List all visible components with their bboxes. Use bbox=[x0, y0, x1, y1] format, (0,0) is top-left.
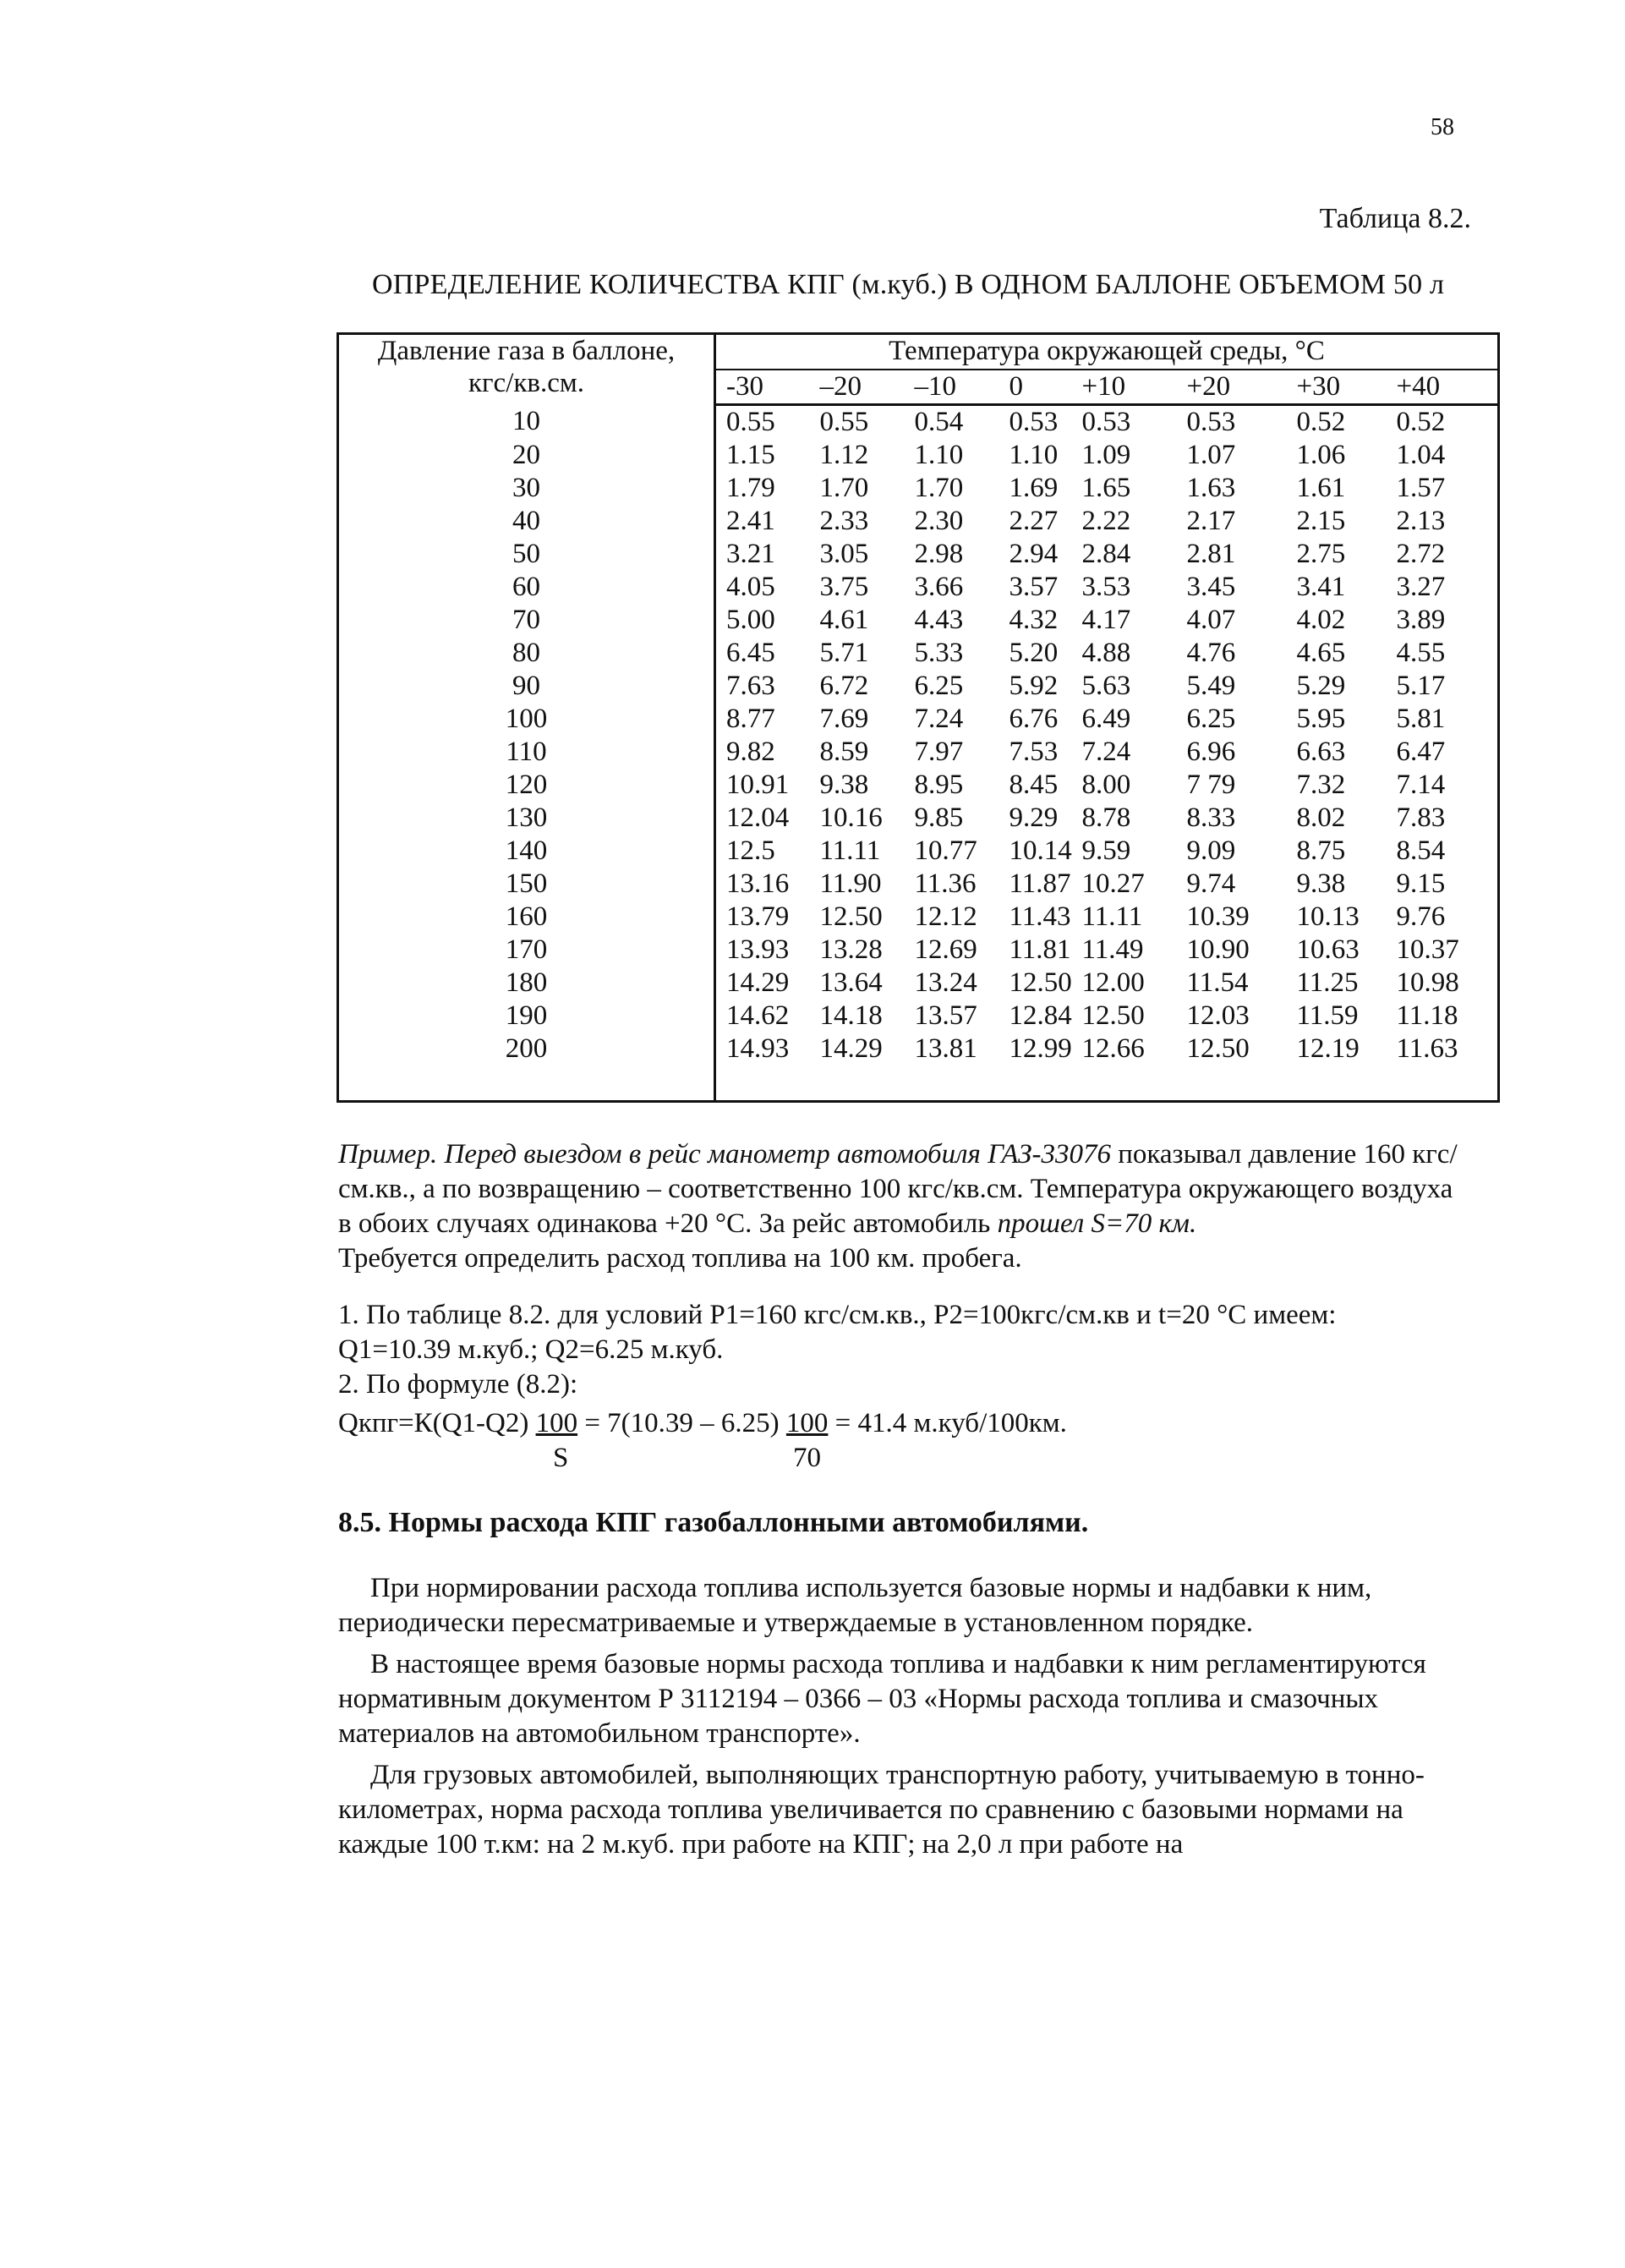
volume-cell: 6.72 bbox=[819, 671, 869, 701]
volume-cell: 3.89 bbox=[1396, 605, 1446, 635]
volume-cell: 1.12 bbox=[819, 440, 869, 470]
volume-cell: 13.24 bbox=[914, 967, 977, 998]
volume-cell: 4.02 bbox=[1296, 605, 1346, 635]
volume-cell: 12.19 bbox=[1296, 1033, 1360, 1064]
section-heading: 8.5. Нормы расхода КПГ газобаллонными автомобилями. bbox=[338, 1507, 1089, 1538]
volume-cell: 12.50 bbox=[1009, 967, 1072, 998]
volume-cell: 14.62 bbox=[726, 1000, 790, 1031]
volume-cell: 13.64 bbox=[819, 967, 883, 998]
volume-cell: 5.71 bbox=[819, 638, 869, 668]
pressure-cell: 130 bbox=[338, 802, 715, 835]
volume-cell: 2.94 bbox=[1009, 539, 1059, 569]
volume-cell: 9.85 bbox=[914, 803, 964, 833]
volume-cell: 12.00 bbox=[1081, 967, 1145, 998]
volume-cell: 14.29 bbox=[726, 967, 790, 998]
volume-cell: 12.12 bbox=[914, 901, 977, 932]
volume-cell: 7.24 bbox=[914, 704, 964, 734]
volume-cell: 12.5 bbox=[726, 835, 775, 866]
volume-cell: 7.53 bbox=[1009, 737, 1059, 767]
volume-cell: 7.97 bbox=[914, 737, 964, 767]
volume-cell: 2.72 bbox=[1396, 539, 1446, 569]
table-row bbox=[338, 405, 1499, 440]
volume-cell: 5.17 bbox=[1396, 671, 1446, 701]
pressure-cell: 150 bbox=[338, 868, 715, 901]
formula-numerator-1: 100 bbox=[535, 1408, 578, 1438]
table-row bbox=[338, 571, 1499, 604]
volume-cell: 11.25 bbox=[1296, 967, 1359, 998]
volume-cell: 5.81 bbox=[1396, 704, 1446, 734]
volume-cell: 10.39 bbox=[1186, 901, 1250, 932]
volume-cell: 5.49 bbox=[1186, 671, 1236, 701]
pressure-cell: 110 bbox=[338, 736, 715, 769]
pressure-cell: 170 bbox=[338, 934, 715, 967]
volume-cell: 12.03 bbox=[1186, 1000, 1250, 1031]
table-row bbox=[338, 604, 1499, 637]
pressure-cell: 40 bbox=[338, 505, 715, 538]
volume-cell: 1.10 bbox=[914, 440, 964, 470]
volume-cell: 6.63 bbox=[1296, 737, 1346, 767]
pressure-cell: 60 bbox=[338, 571, 715, 604]
volume-cell: 1.70 bbox=[819, 473, 869, 503]
volume-cell: 12.50 bbox=[819, 901, 883, 932]
volume-cell: 1.69 bbox=[1009, 473, 1059, 503]
volume-cell: 6.49 bbox=[1081, 704, 1131, 734]
volume-cell: 3.41 bbox=[1296, 572, 1346, 602]
volume-cell: 4.32 bbox=[1009, 605, 1059, 635]
pressure-header bbox=[338, 334, 715, 405]
volume-cell: 4.55 bbox=[1396, 638, 1446, 668]
volume-cell: 8.95 bbox=[914, 770, 964, 800]
volume-cell: 2.17 bbox=[1186, 506, 1236, 536]
pressure-cell: 180 bbox=[338, 967, 715, 1000]
formula-line bbox=[338, 1406, 1067, 1441]
volume-cell: 1.63 bbox=[1186, 473, 1236, 503]
volume-cell: 0.52 bbox=[1296, 407, 1346, 437]
volume-cell: 13.57 bbox=[914, 1000, 977, 1031]
volume-cell: 11.11 bbox=[819, 835, 881, 866]
section-body bbox=[338, 1571, 1471, 1869]
volume-cell: 1.65 bbox=[1081, 473, 1131, 503]
table-row bbox=[338, 538, 1499, 571]
volume-cell: 8.78 bbox=[1081, 803, 1131, 833]
volume-cell: 6.76 bbox=[1009, 704, 1059, 734]
volume-cell: 4.05 bbox=[726, 572, 775, 602]
solution-steps bbox=[338, 1298, 1488, 1402]
volume-cell: 2.81 bbox=[1186, 539, 1236, 569]
volume-cell: 1.09 bbox=[1081, 440, 1131, 470]
table-row bbox=[338, 505, 1499, 538]
volume-cell: 3.27 bbox=[1396, 572, 1446, 602]
volume-cell: 9.59 bbox=[1081, 835, 1131, 866]
table-row bbox=[338, 472, 1499, 505]
volume-cell: 10.13 bbox=[1296, 901, 1360, 932]
volume-cell: 1.70 bbox=[914, 473, 964, 503]
volume-cell: 5.95 bbox=[1296, 704, 1346, 734]
volume-cell: 14.18 bbox=[819, 1000, 883, 1031]
volume-cell: 13.28 bbox=[819, 934, 883, 965]
pressure-cell: 20 bbox=[338, 439, 715, 472]
volume-cell: 13.79 bbox=[726, 901, 790, 932]
temperature-column-header: –10 bbox=[905, 370, 999, 405]
volume-cell: 2.30 bbox=[914, 506, 964, 536]
volume-cell: 1.57 bbox=[1396, 473, 1446, 503]
temperature-column-header: +20 bbox=[1177, 370, 1287, 405]
volume-cell: 3.05 bbox=[819, 539, 869, 569]
volume-cell: 8.59 bbox=[819, 737, 869, 767]
volume-cell: 1.10 bbox=[1009, 440, 1059, 470]
cng-quantity-table bbox=[336, 332, 1500, 1103]
temperature-column-header: -30 bbox=[715, 370, 810, 405]
volume-cell: 0.52 bbox=[1396, 407, 1446, 437]
volume-cell: 3.75 bbox=[819, 572, 869, 602]
pressure-cell: 190 bbox=[338, 1000, 715, 1033]
pressure-cell: 90 bbox=[338, 670, 715, 703]
volume-cell: 10.16 bbox=[819, 803, 883, 833]
step-1-values bbox=[338, 1333, 1488, 1367]
table-row bbox=[338, 802, 1499, 835]
volume-cell: 3.53 bbox=[1081, 572, 1131, 602]
formula-middle: = 7(10.39 – 6.25) bbox=[584, 1408, 780, 1438]
example-label: Пример. bbox=[338, 1139, 438, 1170]
table-row bbox=[338, 967, 1499, 1000]
volume-cell: 9.29 bbox=[1009, 803, 1059, 833]
pressure-cell: 200 bbox=[338, 1033, 715, 1066]
volume-cell: 2.33 bbox=[819, 506, 869, 536]
example-line1-italic: Перед выездом в рейс манометр автомобиля ГАЗ-33076 bbox=[444, 1139, 1111, 1170]
page-number: 58 bbox=[1431, 114, 1454, 140]
table-row bbox=[338, 835, 1499, 868]
volume-cell: 12.50 bbox=[1186, 1033, 1250, 1064]
volume-cell: 10.14 bbox=[1009, 835, 1072, 866]
volume-cell: 6.45 bbox=[726, 638, 775, 668]
table-row bbox=[338, 901, 1499, 934]
volume-cell: 9.74 bbox=[1186, 868, 1236, 899]
volume-cell: 4.65 bbox=[1296, 638, 1346, 668]
example-paragraph bbox=[338, 1137, 1471, 1241]
volume-cell: 6.25 bbox=[914, 671, 964, 701]
pressure-cell: 120 bbox=[338, 769, 715, 802]
volume-cell: 12.84 bbox=[1009, 1000, 1072, 1031]
volume-cell: 0.53 bbox=[1081, 407, 1131, 437]
temperature-column-header: +40 bbox=[1387, 370, 1499, 405]
pressure-cell: 100 bbox=[338, 703, 715, 736]
pressure-header-line2: кгс/кв.см. bbox=[468, 368, 585, 398]
volume-cell: 12.99 bbox=[1009, 1033, 1072, 1064]
example-closing: Требуется определить расход топлива на 100 км. пробега. bbox=[338, 1243, 1022, 1274]
volume-cell: 6.47 bbox=[1396, 737, 1446, 767]
volume-cell: 3.45 bbox=[1186, 572, 1236, 602]
temperature-column-header: –20 bbox=[810, 370, 905, 405]
formula-denominators bbox=[338, 1441, 845, 1476]
volume-cell: 7.24 bbox=[1081, 737, 1131, 767]
volume-cell: 7.69 bbox=[819, 704, 869, 734]
example-line1-rest: показывал давление 160 кгс/см.кв., а по возвращению – соответственно 100 кгс/кв.см. Температура окружающего воздуха в обоих случаях одинакова +20 °С. За рейс автомобиль bbox=[338, 1139, 1458, 1239]
filler-cell bbox=[715, 1066, 1499, 1102]
volume-cell: 0.54 bbox=[914, 407, 964, 437]
formula-denominator-2: 70 bbox=[793, 1443, 821, 1473]
volume-cell: 9.09 bbox=[1186, 835, 1236, 866]
volume-cell: 9.38 bbox=[1296, 868, 1346, 899]
volume-cell: 8.54 bbox=[1396, 835, 1446, 866]
volume-cell: 4.61 bbox=[819, 605, 869, 635]
formula-denominator-1: S bbox=[553, 1443, 569, 1473]
section-paragraph-2: В настоящее время базовые нормы расхода топлива и надбавки к ним регламентируются нормативным документом Р 3112194 – 0366 – 03 «Нормы расхода топлива и смазочных материалов на автомобильном транспорте». bbox=[338, 1649, 1426, 1749]
volume-cell: 11.11 bbox=[1081, 901, 1143, 932]
volume-cell: 4.76 bbox=[1186, 638, 1236, 668]
pressure-cell: 80 bbox=[338, 637, 715, 670]
volume-cell: 2.98 bbox=[914, 539, 964, 569]
volume-cell: 10.77 bbox=[914, 835, 977, 866]
volume-cell: 13.81 bbox=[914, 1033, 977, 1064]
volume-cell: 9.82 bbox=[726, 737, 775, 767]
filler-cell bbox=[338, 1066, 715, 1102]
formula-result: = 41.4 м.куб/100км. bbox=[834, 1408, 1067, 1438]
volume-cell: 14.29 bbox=[819, 1033, 883, 1064]
table-row bbox=[338, 769, 1499, 802]
volume-cell: 4.17 bbox=[1081, 605, 1131, 635]
volume-cell: 10.98 bbox=[1396, 967, 1459, 998]
volume-cell: 8.02 bbox=[1296, 803, 1346, 833]
table-row bbox=[338, 1033, 1499, 1066]
volume-cell: 5.33 bbox=[914, 638, 964, 668]
volume-cell: 0.53 bbox=[1009, 407, 1059, 437]
volume-cell: 8.77 bbox=[726, 704, 775, 734]
volume-cell: 0.55 bbox=[726, 407, 775, 437]
volume-cell: 2.84 bbox=[1081, 539, 1131, 569]
example-distance: прошел S=70 км. bbox=[997, 1208, 1197, 1239]
pressure-cell: 140 bbox=[338, 835, 715, 868]
volume-cell: 1.04 bbox=[1396, 440, 1446, 470]
volume-cell: 6.96 bbox=[1186, 737, 1236, 767]
volume-cell: 12.04 bbox=[726, 803, 790, 833]
volume-cell: 11.36 bbox=[914, 868, 977, 899]
volume-cell: 11.81 bbox=[1009, 934, 1071, 965]
pressure-cell: 50 bbox=[338, 538, 715, 571]
volume-cell: 7 79 bbox=[1186, 770, 1236, 800]
temperature-column-header: 0 bbox=[999, 370, 1072, 405]
volume-cell: 5.20 bbox=[1009, 638, 1059, 668]
volume-cell: 8.45 bbox=[1009, 770, 1059, 800]
step-1-values-text: Q1=10.39 м.куб.; Q2=6.25 м.куб. bbox=[338, 1334, 724, 1365]
temperature-header: Температура окружающей среды, °С bbox=[715, 334, 1499, 370]
step-2-text: 2. По формуле (8.2): bbox=[338, 1369, 578, 1400]
volume-cell: 11.59 bbox=[1296, 1000, 1359, 1031]
volume-cell: 2.15 bbox=[1296, 506, 1346, 536]
volume-cell: 0.53 bbox=[1186, 407, 1236, 437]
formula-numerator-2: 100 bbox=[785, 1408, 829, 1438]
pressure-cell: 10 bbox=[338, 405, 715, 440]
volume-cell: 11.18 bbox=[1396, 1000, 1458, 1031]
table-row bbox=[338, 1000, 1499, 1033]
volume-cell: 12.69 bbox=[914, 934, 977, 965]
volume-cell: 12.50 bbox=[1081, 1000, 1145, 1031]
volume-cell: 10.37 bbox=[1396, 934, 1459, 965]
volume-cell: 13.16 bbox=[726, 868, 790, 899]
volume-cell: 11.90 bbox=[819, 868, 882, 899]
volume-cell: 11.54 bbox=[1186, 967, 1249, 998]
volume-cell: 1.79 bbox=[726, 473, 775, 503]
volume-cell: 4.43 bbox=[914, 605, 964, 635]
example-block bbox=[338, 1137, 1471, 1276]
volume-cell: 10.27 bbox=[1081, 868, 1145, 899]
pressure-cell: 70 bbox=[338, 604, 715, 637]
volume-cell: 11.43 bbox=[1009, 901, 1071, 932]
section-paragraph-1: При нормировании расхода топлива используется базовые нормы и надбавки к ним, периодически пересматриваемые и утверждаемые в установленном порядке. bbox=[338, 1573, 1372, 1638]
section-paragraph-3: Для грузовых автомобилей, выполняющих транспортную работу, учитываемую в тонно-километрах, норма расхода топлива увеличивается по сравнению с базовыми нормами на каждые 100 т.км: на 2 м.куб. при работе на КПГ; на 2,0 л при работе на bbox=[338, 1760, 1425, 1860]
volume-cell: 8.00 bbox=[1081, 770, 1131, 800]
volume-cell: 3.21 bbox=[726, 539, 775, 569]
volume-cell: 1.06 bbox=[1296, 440, 1346, 470]
volume-cell: 7.14 bbox=[1396, 770, 1446, 800]
volume-cell: 10.90 bbox=[1186, 934, 1250, 965]
step-1: 1. По таблице 8.2. для условий Р1=160 кгс/см.кв., Р2=100кгс/см.кв и t=20 °С имеем: bbox=[338, 1300, 1337, 1330]
volume-cell: 5.00 bbox=[726, 605, 775, 635]
step-2 bbox=[338, 1367, 1488, 1402]
volume-cell: 10.63 bbox=[1296, 934, 1360, 965]
table-row bbox=[338, 736, 1499, 769]
table-row bbox=[338, 637, 1499, 670]
volume-cell: 9.76 bbox=[1396, 901, 1446, 932]
table-row bbox=[338, 670, 1499, 703]
volume-cell: 4.88 bbox=[1081, 638, 1131, 668]
volume-cell: 11.63 bbox=[1396, 1033, 1458, 1064]
volume-cell: 7.63 bbox=[726, 671, 775, 701]
volume-cell: 9.15 bbox=[1396, 868, 1446, 899]
volume-cell: 6.25 bbox=[1186, 704, 1236, 734]
volume-cell: 10.91 bbox=[726, 770, 790, 800]
formula-left: Qкпг=К(Q1-Q2) bbox=[338, 1408, 529, 1438]
volume-cell: 2.13 bbox=[1396, 506, 1446, 536]
volume-cell: 8.75 bbox=[1296, 835, 1346, 866]
volume-cell: 3.66 bbox=[914, 572, 964, 602]
pressure-header-line1: Давление газа в баллоне, bbox=[377, 336, 676, 366]
volume-cell: 5.63 bbox=[1081, 671, 1131, 701]
volume-cell: 12.66 bbox=[1081, 1033, 1145, 1064]
volume-cell: 7.83 bbox=[1396, 803, 1446, 833]
volume-cell: 1.15 bbox=[726, 440, 775, 470]
volume-cell: 14.93 bbox=[726, 1033, 790, 1064]
volume-cell: 2.41 bbox=[726, 506, 775, 536]
table-row bbox=[338, 439, 1499, 472]
volume-cell: 2.75 bbox=[1296, 539, 1346, 569]
volume-cell: 2.27 bbox=[1009, 506, 1059, 536]
volume-cell: 13.93 bbox=[726, 934, 790, 965]
volume-cell: 11.87 bbox=[1009, 868, 1071, 899]
table-row bbox=[338, 703, 1499, 736]
table-caption: Таблица 8.2. bbox=[1319, 203, 1471, 234]
volume-cell: 3.57 bbox=[1009, 572, 1059, 602]
temperature-column-header: +30 bbox=[1287, 370, 1387, 405]
table-row bbox=[338, 868, 1499, 901]
table-title: ОПРЕДЕЛЕНИЕ КОЛИЧЕСТВА КПГ (м.куб.) В ОДНОМ БАЛЛОНЕ ОБЪЕМОМ 50 л bbox=[372, 269, 1445, 300]
volume-cell: 11.49 bbox=[1081, 934, 1144, 965]
volume-cell: 1.07 bbox=[1186, 440, 1236, 470]
volume-cell: 8.33 bbox=[1186, 803, 1236, 833]
volume-cell: 2.22 bbox=[1081, 506, 1131, 536]
volume-cell: 7.32 bbox=[1296, 770, 1346, 800]
volume-cell: 5.29 bbox=[1296, 671, 1346, 701]
volume-cell: 9.38 bbox=[819, 770, 869, 800]
table-filler-row bbox=[338, 1066, 1499, 1102]
volume-cell: 0.55 bbox=[819, 407, 869, 437]
table-body bbox=[338, 405, 1499, 1102]
temperature-column-header: +10 bbox=[1072, 370, 1177, 405]
pressure-cell: 160 bbox=[338, 901, 715, 934]
volume-cell: 1.61 bbox=[1296, 473, 1346, 503]
volume-cell: 4.07 bbox=[1186, 605, 1236, 635]
volume-cell: 5.92 bbox=[1009, 671, 1059, 701]
table-row bbox=[338, 934, 1499, 967]
pressure-cell: 30 bbox=[338, 472, 715, 505]
